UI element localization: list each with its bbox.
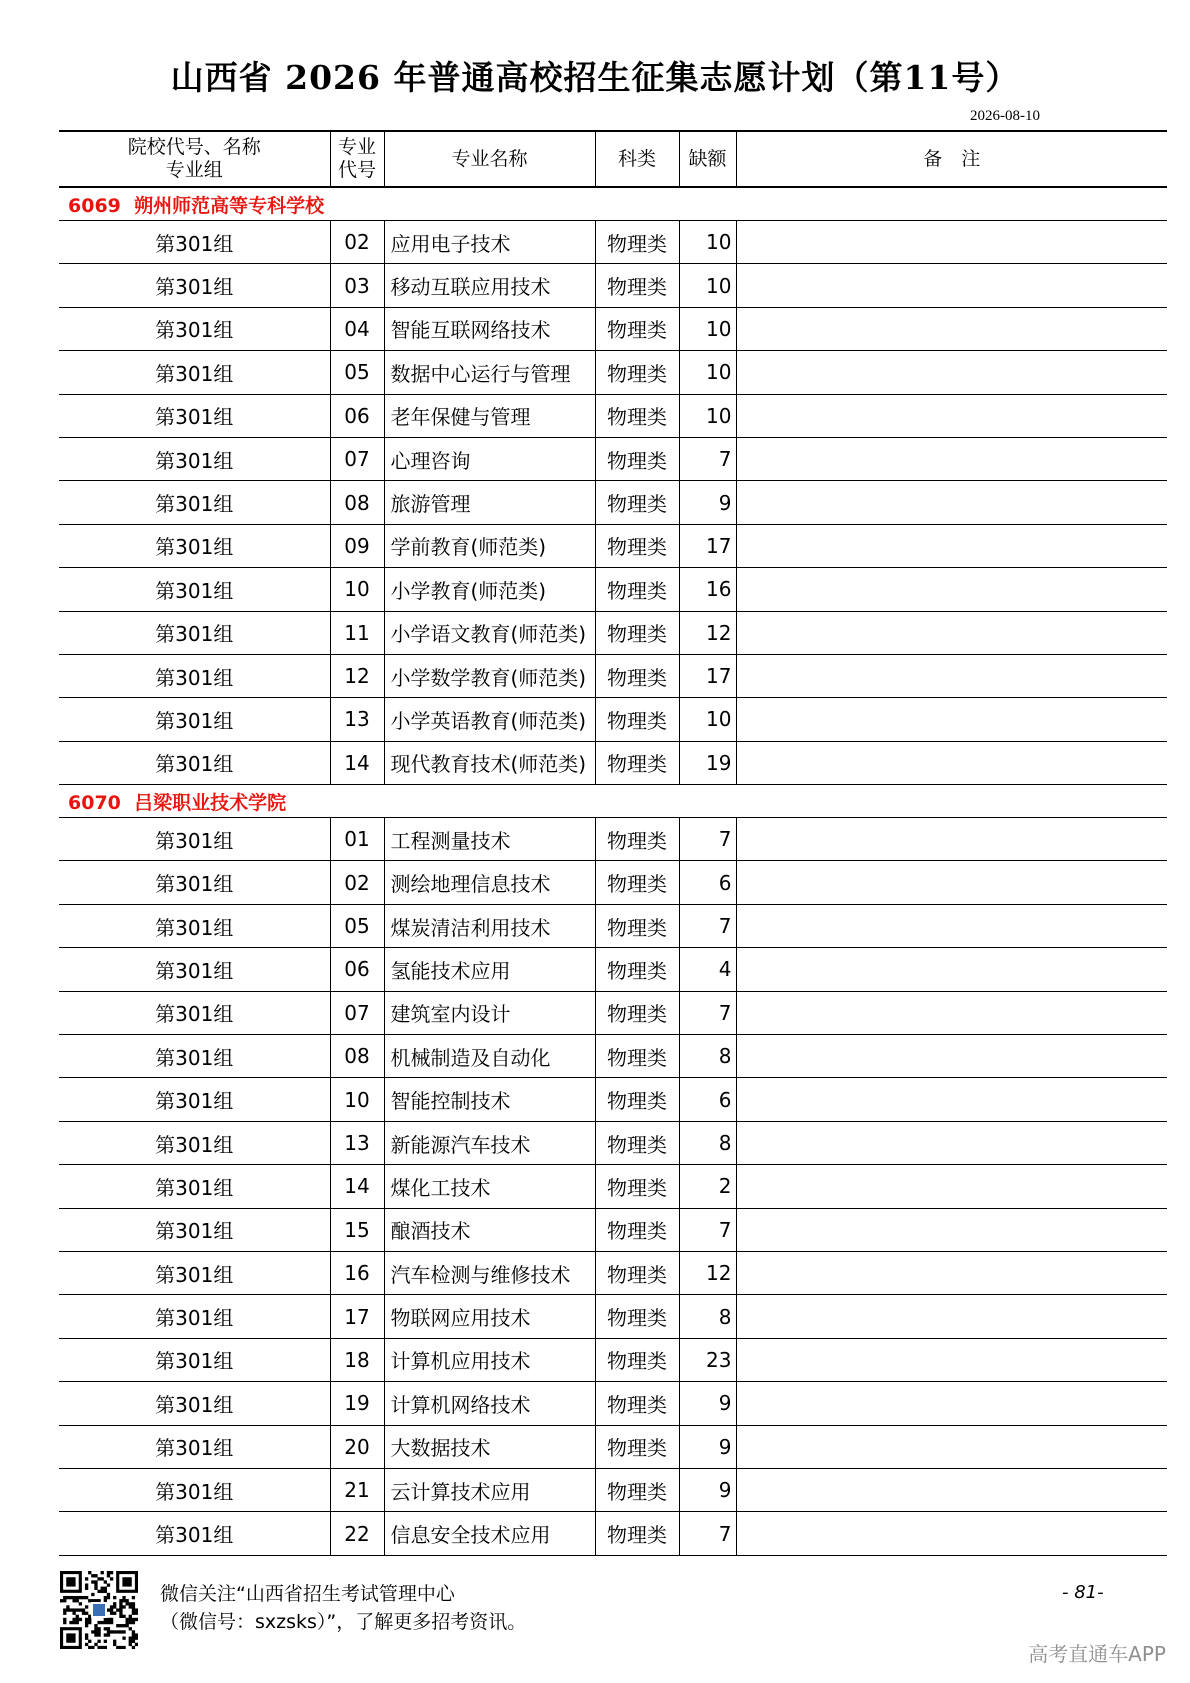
group-cell: 第301组 <box>59 741 330 784</box>
category-cell: 物理类 <box>595 904 679 947</box>
major-code-cell: 22 <box>330 1512 384 1555</box>
category-cell: 物理类 <box>595 948 679 991</box>
table-row <box>59 948 1167 991</box>
school-row <box>59 187 1167 221</box>
quota-cell: 6 <box>679 861 736 904</box>
quota-cell: 9 <box>679 481 736 524</box>
page-number: - 81- <box>1062 1582 1104 1603</box>
major-code-cell: 14 <box>330 741 384 784</box>
category-cell: 物理类 <box>595 1295 679 1338</box>
remark-cell <box>736 394 1167 437</box>
quota-cell: 19 <box>679 741 736 784</box>
table-row <box>59 307 1167 350</box>
quota-cell: 10 <box>679 221 736 264</box>
major-name-cell: 老年保健与管理 <box>384 394 595 437</box>
major-code-cell: 16 <box>330 1251 384 1294</box>
table-body <box>59 187 1167 1555</box>
major-name-cell: 氢能技术应用 <box>384 948 595 991</box>
group-cell: 第301组 <box>59 351 330 394</box>
major-code-cell: 06 <box>330 948 384 991</box>
category-cell: 物理类 <box>595 818 679 861</box>
quota-cell: 8 <box>679 1121 736 1164</box>
table-row <box>59 1295 1167 1338</box>
major-code-cell: 07 <box>330 437 384 480</box>
major-code-cell: 13 <box>330 698 384 741</box>
category-cell: 物理类 <box>595 861 679 904</box>
table-row <box>59 221 1167 264</box>
major-code-cell: 09 <box>330 524 384 567</box>
quota-cell: 7 <box>679 904 736 947</box>
major-code-cell: 08 <box>330 481 384 524</box>
remark-cell <box>736 861 1167 904</box>
category-cell: 物理类 <box>595 991 679 1034</box>
major-name-cell: 测绘地理信息技术 <box>384 861 595 904</box>
group-cell: 第301组 <box>59 904 330 947</box>
major-code-cell: 05 <box>330 351 384 394</box>
major-code-cell: 03 <box>330 264 384 307</box>
remark-cell <box>736 818 1167 861</box>
major-name-cell: 心理咨询 <box>384 437 595 480</box>
major-code-cell: 08 <box>330 1035 384 1078</box>
quota-cell: 10 <box>679 394 736 437</box>
remark-cell <box>736 1121 1167 1164</box>
header-school-label: 院校代号、名称 专业组 <box>127 136 261 181</box>
quota-cell: 8 <box>679 1035 736 1078</box>
group-cell: 第301组 <box>59 1208 330 1251</box>
school-row <box>59 785 1167 818</box>
major-name-cell: 煤化工技术 <box>384 1165 595 1208</box>
major-name-cell: 建筑室内设计 <box>384 991 595 1034</box>
category-cell: 物理类 <box>595 611 679 654</box>
category-cell: 物理类 <box>595 1382 679 1425</box>
group-cell: 第301组 <box>59 1035 330 1078</box>
major-code-cell: 11 <box>330 611 384 654</box>
category-cell: 物理类 <box>595 1468 679 1511</box>
table-row <box>59 351 1167 394</box>
table-row <box>59 394 1167 437</box>
quota-cell: 10 <box>679 307 736 350</box>
quota-cell: 7 <box>679 1512 736 1555</box>
publish-date: 2026-08-10 <box>970 108 1040 124</box>
quota-cell: 12 <box>679 611 736 654</box>
quota-cell: 4 <box>679 948 736 991</box>
quota-cell: 17 <box>679 654 736 697</box>
table-row <box>59 1208 1167 1251</box>
category-cell: 物理类 <box>595 568 679 611</box>
category-cell: 物理类 <box>595 481 679 524</box>
quota-cell: 10 <box>679 264 736 307</box>
major-name-cell: 移动互联应用技术 <box>384 264 595 307</box>
major-name-cell: 小学教育(师范类) <box>384 568 595 611</box>
group-cell: 第301组 <box>59 1078 330 1121</box>
major-name-cell: 智能互联网络技术 <box>384 307 595 350</box>
table-row <box>59 818 1167 861</box>
quota-cell: 7 <box>679 437 736 480</box>
quota-cell: 6 <box>679 1078 736 1121</box>
remark-cell <box>736 1165 1167 1208</box>
major-name-cell: 信息安全技术应用 <box>384 1512 595 1555</box>
major-code-cell: 14 <box>330 1165 384 1208</box>
group-cell: 第301组 <box>59 861 330 904</box>
major-name-cell: 计算机网络技术 <box>384 1382 595 1425</box>
major-name-cell: 物联网应用技术 <box>384 1295 595 1338</box>
group-cell: 第301组 <box>59 1295 330 1338</box>
header-category: 科类 <box>595 131 679 187</box>
major-code-cell: 21 <box>330 1468 384 1511</box>
remark-cell <box>736 698 1167 741</box>
category-cell: 物理类 <box>595 1425 679 1468</box>
group-cell: 第301组 <box>59 1382 330 1425</box>
major-name-cell: 小学数学教育(师范类) <box>384 654 595 697</box>
table-row <box>59 1121 1167 1164</box>
school-label: 6070 吕梁职业技术学院 <box>59 785 1167 818</box>
major-code-cell: 02 <box>330 861 384 904</box>
remark-cell <box>736 948 1167 991</box>
remark-cell <box>736 741 1167 784</box>
group-cell: 第301组 <box>59 264 330 307</box>
category-cell: 物理类 <box>595 1512 679 1555</box>
quota-cell: 17 <box>679 524 736 567</box>
major-name-cell: 小学语文教育(师范类) <box>384 611 595 654</box>
remark-cell <box>736 264 1167 307</box>
group-cell: 第301组 <box>59 221 330 264</box>
major-code-cell: 19 <box>330 1382 384 1425</box>
group-cell: 第301组 <box>59 698 330 741</box>
header-major-code-label: 专业 代号 <box>337 136 376 181</box>
remark-cell <box>736 1208 1167 1251</box>
major-code-cell: 10 <box>330 568 384 611</box>
group-cell: 第301组 <box>59 437 330 480</box>
table-row <box>59 1468 1167 1511</box>
remark-cell <box>736 437 1167 480</box>
major-name-cell: 煤炭清洁利用技术 <box>384 904 595 947</box>
remark-cell <box>736 481 1167 524</box>
quota-cell: 10 <box>679 698 736 741</box>
group-cell: 第301组 <box>59 654 330 697</box>
major-code-cell: 10 <box>330 1078 384 1121</box>
category-cell: 物理类 <box>595 1208 679 1251</box>
group-cell: 第301组 <box>59 307 330 350</box>
table-row <box>59 1078 1167 1121</box>
remark-cell <box>736 1382 1167 1425</box>
table-row <box>59 991 1167 1034</box>
group-cell: 第301组 <box>59 1468 330 1511</box>
major-name-cell: 现代教育技术(师范类) <box>384 741 595 784</box>
watermark: 高考直通车APP <box>1028 1642 1166 1666</box>
quota-cell: 12 <box>679 1251 736 1294</box>
remark-cell <box>736 1338 1167 1381</box>
major-name-cell: 数据中心运行与管理 <box>384 351 595 394</box>
major-name-cell: 智能控制技术 <box>384 1078 595 1121</box>
remark-cell <box>736 654 1167 697</box>
group-cell: 第301组 <box>59 991 330 1034</box>
category-cell: 物理类 <box>595 221 679 264</box>
school-label: 6069 朔州师范高等专科学校 <box>59 187 1167 221</box>
major-code-cell: 02 <box>330 221 384 264</box>
quota-cell: 7 <box>679 991 736 1034</box>
category-cell: 物理类 <box>595 307 679 350</box>
category-cell: 物理类 <box>595 1251 679 1294</box>
group-cell: 第301组 <box>59 481 330 524</box>
major-name-cell: 应用电子技术 <box>384 221 595 264</box>
remark-cell <box>736 904 1167 947</box>
group-cell: 第301组 <box>59 1121 330 1164</box>
table-row <box>59 654 1167 697</box>
remark-cell <box>736 568 1167 611</box>
group-cell: 第301组 <box>59 524 330 567</box>
table-row <box>59 698 1167 741</box>
category-cell: 物理类 <box>595 1035 679 1078</box>
quota-cell: 7 <box>679 1208 736 1251</box>
table-row <box>59 264 1167 307</box>
table-row <box>59 1251 1167 1294</box>
table-header-row <box>59 131 1167 187</box>
quota-cell: 8 <box>679 1295 736 1338</box>
remark-cell <box>736 1295 1167 1338</box>
major-name-cell: 大数据技术 <box>384 1425 595 1468</box>
table-row <box>59 1165 1167 1208</box>
table-row <box>59 1512 1167 1555</box>
table-row <box>59 437 1167 480</box>
header-remark: 备 注 <box>736 131 1167 187</box>
group-cell: 第301组 <box>59 611 330 654</box>
header-major-code <box>330 131 384 187</box>
category-cell: 物理类 <box>595 437 679 480</box>
group-cell: 第301组 <box>59 1251 330 1294</box>
major-code-cell: 01 <box>330 818 384 861</box>
remark-cell <box>736 221 1167 264</box>
major-name-cell: 小学英语教育(师范类) <box>384 698 595 741</box>
category-cell: 物理类 <box>595 524 679 567</box>
qr-code-icon <box>60 1571 138 1649</box>
footer-wechat-line2: （微信号：sxzsks）”，了解更多招考资讯。 <box>160 1611 527 1633</box>
category-cell: 物理类 <box>595 698 679 741</box>
table-row <box>59 1425 1167 1468</box>
quota-cell: 16 <box>679 568 736 611</box>
major-code-cell: 07 <box>330 991 384 1034</box>
major-name-cell: 学前教育(师范类) <box>384 524 595 567</box>
table-row <box>59 1338 1167 1381</box>
major-name-cell: 新能源汽车技术 <box>384 1121 595 1164</box>
category-cell: 物理类 <box>595 351 679 394</box>
remark-cell <box>736 991 1167 1034</box>
major-code-cell: 15 <box>330 1208 384 1251</box>
remark-cell <box>736 524 1167 567</box>
category-cell: 物理类 <box>595 741 679 784</box>
major-code-cell: 20 <box>330 1425 384 1468</box>
major-code-cell: 05 <box>330 904 384 947</box>
table-row <box>59 861 1167 904</box>
table-row <box>59 568 1167 611</box>
header-major-name: 专业名称 <box>384 131 595 187</box>
quota-cell: 23 <box>679 1338 736 1381</box>
major-name-cell: 云计算技术应用 <box>384 1468 595 1511</box>
major-name-cell: 旅游管理 <box>384 481 595 524</box>
category-cell: 物理类 <box>595 1078 679 1121</box>
table-row <box>59 1382 1167 1425</box>
major-code-cell: 04 <box>330 307 384 350</box>
category-cell: 物理类 <box>595 1338 679 1381</box>
remark-cell <box>736 1035 1167 1078</box>
major-code-cell: 18 <box>330 1338 384 1381</box>
group-cell: 第301组 <box>59 1512 330 1555</box>
group-cell: 第301组 <box>59 948 330 991</box>
quota-cell: 9 <box>679 1382 736 1425</box>
major-code-cell: 06 <box>330 394 384 437</box>
major-name-cell: 机械制造及自动化 <box>384 1035 595 1078</box>
remark-cell <box>736 1425 1167 1468</box>
remark-cell <box>736 1078 1167 1121</box>
group-cell: 第301组 <box>59 1165 330 1208</box>
major-name-cell: 汽车检测与维修技术 <box>384 1251 595 1294</box>
remark-cell <box>736 307 1167 350</box>
header-quota: 缺额 <box>679 131 736 187</box>
category-cell: 物理类 <box>595 1165 679 1208</box>
major-code-cell: 13 <box>330 1121 384 1164</box>
remark-cell <box>736 1468 1167 1511</box>
group-cell: 第301组 <box>59 568 330 611</box>
page-title: 山西省 2026 年普通高校招生征集志愿计划（第11号） <box>170 58 1020 97</box>
remark-cell <box>736 351 1167 394</box>
plan-table <box>59 130 1167 1556</box>
table-row <box>59 524 1167 567</box>
category-cell: 物理类 <box>595 264 679 307</box>
footer-wechat-line1: 微信关注“山西省招生考试管理中心 <box>160 1583 455 1605</box>
remark-cell <box>736 611 1167 654</box>
major-name-cell: 酿酒技术 <box>384 1208 595 1251</box>
table-row <box>59 904 1167 947</box>
quota-cell: 9 <box>679 1468 736 1511</box>
group-cell: 第301组 <box>59 394 330 437</box>
quota-cell: 7 <box>679 818 736 861</box>
quota-cell: 2 <box>679 1165 736 1208</box>
major-code-cell: 12 <box>330 654 384 697</box>
group-cell: 第301组 <box>59 1425 330 1468</box>
header-school <box>59 131 330 187</box>
quota-cell: 10 <box>679 351 736 394</box>
major-name-cell: 计算机应用技术 <box>384 1338 595 1381</box>
quota-cell: 9 <box>679 1425 736 1468</box>
table-row <box>59 1035 1167 1078</box>
table-row <box>59 481 1167 524</box>
category-cell: 物理类 <box>595 394 679 437</box>
table-row <box>59 611 1167 654</box>
major-name-cell: 工程测量技术 <box>384 818 595 861</box>
table-row <box>59 741 1167 784</box>
category-cell: 物理类 <box>595 654 679 697</box>
group-cell: 第301组 <box>59 818 330 861</box>
category-cell: 物理类 <box>595 1121 679 1164</box>
group-cell: 第301组 <box>59 1338 330 1381</box>
remark-cell <box>736 1251 1167 1294</box>
major-code-cell: 17 <box>330 1295 384 1338</box>
remark-cell <box>736 1512 1167 1555</box>
